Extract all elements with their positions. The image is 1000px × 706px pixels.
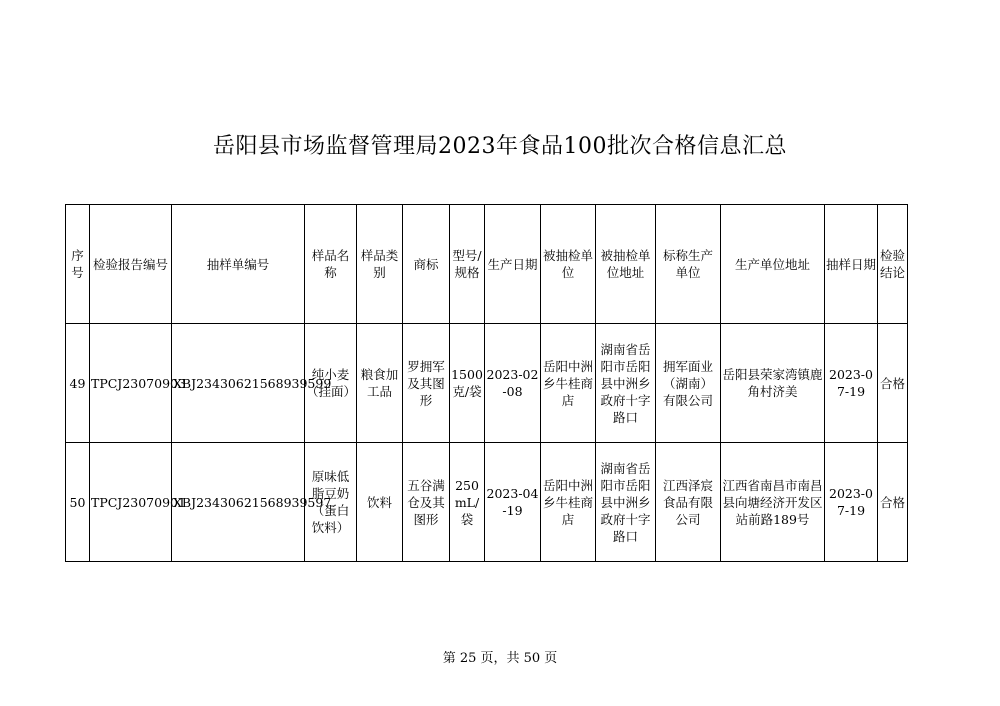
cell-manufacturer: 拥军面业（湖南）有限公司 [656,324,721,443]
cell-manufacturer: 江西泽宸食品有限公司 [656,443,721,562]
cell-report-no: TPCJ23070901 [90,443,172,562]
cell-production-date: 2023-02-08 [485,324,541,443]
cell-inspected-address: 湖南省岳阳市岳阳县中洲乡政府十字路口 [596,443,656,562]
header-manufacturer: 标称生产单位 [656,205,721,324]
header-sampling-date: 抽样日期 [825,205,878,324]
header-sample-name: 样品名称 [305,205,357,324]
table-header-row [66,205,908,324]
header-sample-category: 样品类别 [357,205,403,324]
cell-inspected-unit: 岳阳中洲乡牛桂商店 [541,443,596,562]
header-manufacturer-address: 生产单位地址 [721,205,825,324]
cell-trademark: 罗拥军及其图形 [403,324,450,443]
cell-index: 49 [66,324,90,443]
cell-trademark: 五谷满仓及其图形 [403,443,450,562]
header-sample-no: 抽样单编号 [172,205,305,324]
inspection-table [65,204,908,562]
cell-spec: 250mL/袋 [450,443,485,562]
cell-conclusion: 合格 [878,443,908,562]
table-row [66,443,908,562]
cell-report-no: TPCJ23070903 [90,324,172,443]
header-conclusion: 检验结论 [878,205,908,324]
cell-sample-name: 原味低脂豆奶（蛋白饮料） [305,443,357,562]
header-index: 序号 [66,205,90,324]
cell-production-date: 2023-04-19 [485,443,541,562]
page-title: 岳阳县市场监督管理局2023年食品100批次合格信息汇总 [213,134,787,159]
header-inspected-unit: 被抽检单位 [541,205,596,324]
header-production-date: 生产日期 [485,205,541,324]
header-spec: 型号/规格 [450,205,485,324]
header-trademark: 商标 [403,205,450,324]
table-row [66,324,908,443]
cell-sample-category: 粮食加工品 [357,324,403,443]
cell-spec: 1500克/袋 [450,324,485,443]
page-number: 第 25 页，共 50 页 [442,651,558,666]
cell-conclusion: 合格 [878,324,908,443]
cell-sampling-date: 2023-07-19 [825,324,878,443]
cell-index: 50 [66,443,90,562]
cell-sampling-date: 2023-07-19 [825,443,878,562]
cell-sample-no: XBJ23430621568939599 [172,324,305,443]
header-report-no: 检验报告编号 [90,205,172,324]
cell-inspected-address: 湖南省岳阳市岳阳县中洲乡政府十字路口 [596,324,656,443]
cell-inspected-unit: 岳阳中洲乡牛桂商店 [541,324,596,443]
cell-sample-no: XBJ23430621568939597 [172,443,305,562]
cell-sample-category: 饮料 [357,443,403,562]
cell-manufacturer-address: 岳阳县荣家湾镇鹿角村济美 [721,324,825,443]
cell-manufacturer-address: 江西省南昌市南昌县向塘经济开发区站前路189号 [721,443,825,562]
header-inspected-address: 被抽检单位地址 [596,205,656,324]
cell-sample-name: 纯小麦（挂面） [305,324,357,443]
